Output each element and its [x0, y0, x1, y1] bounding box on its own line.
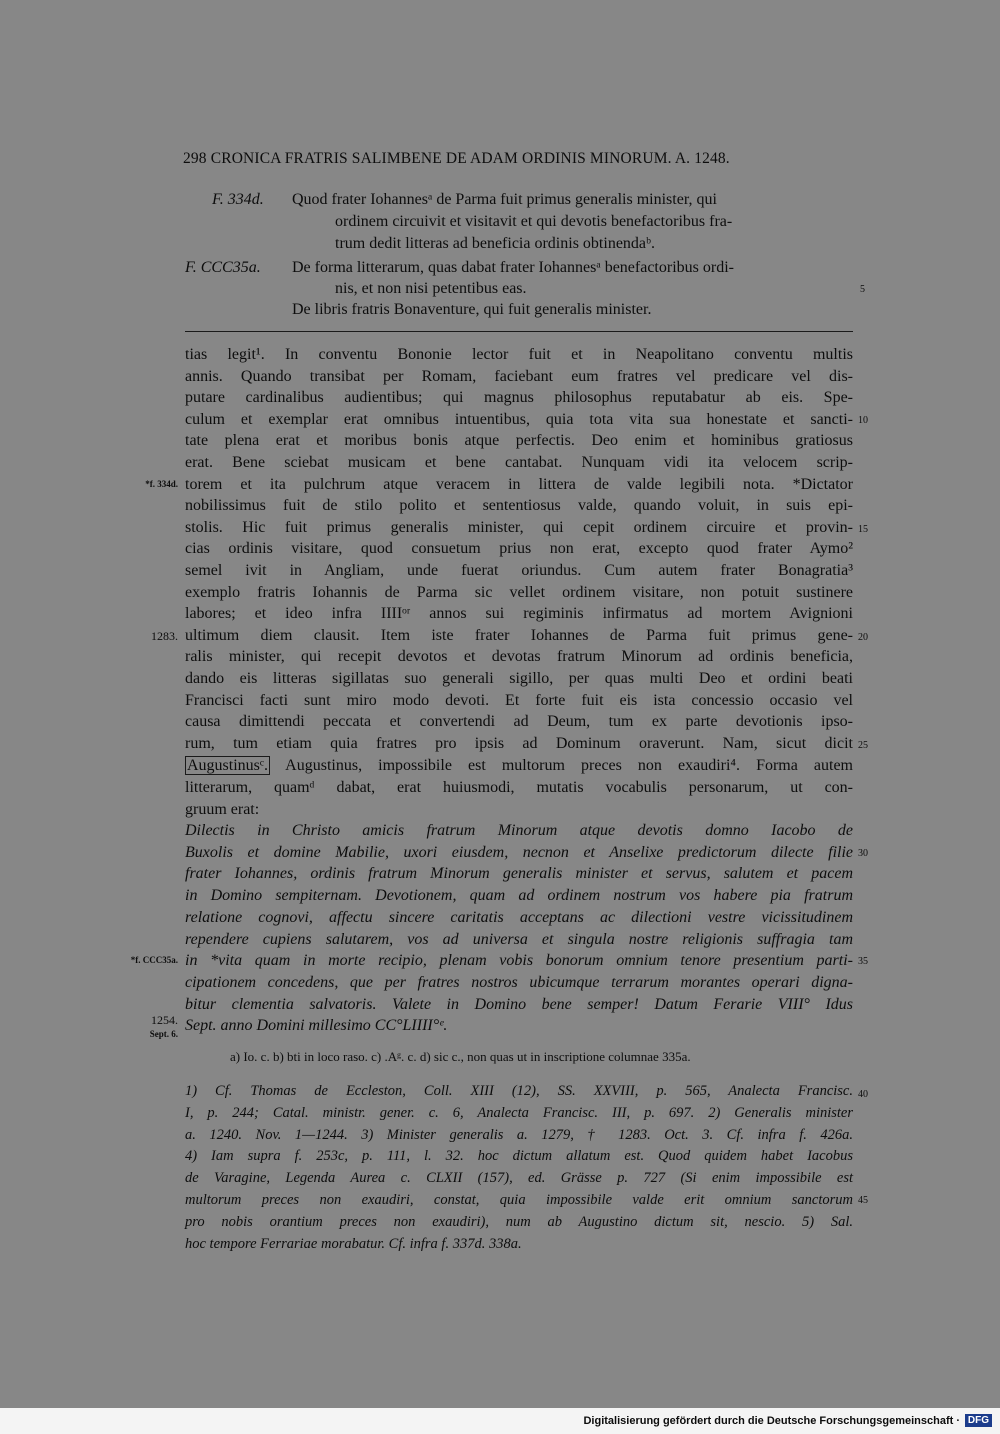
toc-line: De libris fratris Bonaventure, qui fuit generalis minister.	[292, 301, 652, 318]
letter-line: frater Iohannes, ordinis fratrum Minorum generalis minister et servus, salutem et pacem	[185, 865, 853, 883]
footnote-line: pro nobis orantium preces non exaudiri), num ab Augustino dictum sit, nescio. 5) Sal.	[185, 1213, 853, 1230]
footnote-line: hoc tempore Ferrariae morabatur. Cf. infra f. 337d. 338a.	[185, 1235, 522, 1252]
body-line: semel ivit in Angliam, unde fuerat oriundus. Cum autem frater Bonagratia³	[185, 562, 853, 579]
body-line: culum et exemplar erat omnibus intuentibus, quia tota vita sua honestate et sancti-	[185, 410, 853, 428]
body-line: tate plena erat et moribus bonis atque perfectis. Deo enim et hominibus gratiosus	[185, 432, 853, 450]
body-line: labores; et ideo infra IIIIᵒʳ annos sui regiminis infirmatus ad mortem Avignioni	[185, 605, 853, 623]
margin-note: *f. 334d.	[145, 479, 178, 489]
footnote-line: multorum preces non exaudiri, constat, quia impossibile valde erit omnium sanctorum	[185, 1192, 853, 1208]
body-line: ultimum diem clausit. Item iste frater Iohannes de Parma fuit primus gene-	[185, 626, 853, 644]
toc-ref: F. CCC35a.	[185, 259, 261, 276]
footer-bar	[0, 1408, 1000, 1434]
body-line: annis. Quando transibat per Romam, faciebant eum fratres vel predicare vel dis-	[185, 367, 853, 385]
line-number: 15	[858, 524, 868, 535]
body-line: dando eis litteras sigillatas suo generali sigillo, per quas multi Deo et ordini beati	[185, 670, 853, 687]
letter-line: Sept. anno Domini millesimo CC°LIIII°ᵉ.	[185, 1017, 448, 1035]
body-line: causa dimittendi peccata et convertendi ad Deum, tum ex parte devotionis ipso-	[185, 713, 853, 731]
footnote-line: 1) Cf. Thomas de Eccleston, Coll. XIII (12), SS. XXVIII, p. 565, Analecta Francisc.	[185, 1083, 853, 1099]
toc-line: De forma litterarum, quas dabat frater Iohannesᵃ benefactoribus ordi-	[292, 259, 734, 276]
letter-line: in Domino sempiternam. Devotionem, quam ad ordinem nostrum vos habere pia fratrum	[185, 887, 853, 905]
line-number: 35	[858, 956, 868, 967]
toc-line: nis, et non nisi petentibus eas.	[335, 280, 527, 297]
body-line: putare cardinalibus audientibus; qui magnus philosophus reputabatur ab eis. Spe-	[185, 389, 853, 407]
separator-rule	[185, 331, 853, 332]
toc-line: Quod frater Iohannesᵃ de Parma fuit primus generalis minister, qui	[292, 191, 717, 208]
augustinus-box: Augustinusᶜ.	[187, 757, 268, 774]
body-line: rum, tum etiam quia fratres pro ipsis ad Dominum oraverunt. Nam, sicut dicit	[185, 734, 853, 752]
dfg-logo: DFG	[965, 1414, 992, 1427]
body-line: erat. Bene sciebat musicam et bene cantabat. Nunquam vidi ita velocem scrip-	[185, 454, 853, 471]
line-number: 5	[860, 284, 865, 295]
line-number: 25	[858, 740, 868, 751]
page-header: 298 CRONICA FRATRIS SALIMBENE DE ADAM ORDINIS MINORUM. A. 1248.	[183, 150, 730, 167]
body-line: ralis minister, qui recepit devotos et devotas fratrum Minorum ad ordinis beneficia,	[185, 648, 853, 666]
toc-ref: F. 334d.	[212, 191, 264, 208]
line-number: 20	[858, 632, 868, 643]
footnote-line: a. 1240. Nov. 1—1244. 3) Minister generalis a. 1279, † 1283. Oct. 3. Cf. infra f. 426a.	[185, 1126, 853, 1143]
margin-note: 1283.	[151, 629, 178, 643]
line-number: 30	[858, 848, 868, 859]
letter-line: Buxolis et domine Mabilie, uxori eiusdem, necnon et Anselixe predictorum dilecte filie	[185, 843, 853, 861]
line-number: 10	[858, 415, 868, 426]
body-line: gruum erat:	[185, 800, 260, 818]
letter-line: bitur clementia salvatoris. Valete in Domino bene semper! Datum Ferarie VIII° Idus	[185, 995, 853, 1013]
toc-line: ordinem circuivit et visitavit et qui devotis benefactoribus fra-	[335, 213, 733, 230]
apparatus: a) Io. c. b) bti in loco raso. c) .Aᵍ. c. d) sic c., non quas ut in inscriptione columnae 335a.	[230, 1049, 691, 1064]
margin-note: *f. CCC35a.	[130, 955, 178, 965]
letter-line: Dilectis in Christo amicis fratrum Minorum atque devotis domno Iacobo de	[185, 822, 853, 839]
body-line: stolis. Hic fuit primus generalis minister, qui cepit ordinem circuire et provin-	[185, 518, 853, 536]
letter-line: cipationem concedens, que per fratres nostros ubicumque terrarum morantes operari digna-	[185, 973, 853, 991]
body-line: exemplo fratris Iohannis de Parma sic vellet ordinem visitare, non potuit sustinere	[185, 583, 853, 601]
letter-line: in *vita quam in morte recipio, plenam vobis bonorum omnium tenore presentium parti-	[185, 952, 853, 970]
letter-line: relatione cognovi, affectu sincere caritatis acceptans ac dilectioni vestre vicissitudinem	[185, 908, 853, 926]
augustinus-rest: Augustinus, impossibile est multorum preces non exaudiri⁴. Forma autem	[270, 757, 853, 774]
line-number: 40	[858, 1089, 868, 1100]
footnote-line: I, p. 244; Catal. ministr. gener. c. 6, Analecta Francisc. III, p. 697. 2) Generalis minister	[185, 1104, 853, 1121]
toc-line: trum dedit litteras ad beneficia ordinis obtinendaᵇ.	[335, 235, 655, 252]
body-line: litterarum, quamᵈ dabat, erat huiusmodi, mutatis vocabulis personarum, ut con-	[185, 779, 853, 796]
body-line: nobilissimus fuit de stilo polito et sententiosus valde, quando voluit, in suis epi-	[185, 497, 853, 515]
margin-note: Sept. 6.	[149, 1029, 178, 1039]
letter-line: rependere cupiens salutarem, vos ad universa et singula nostre religionis suffragia tam	[185, 930, 853, 948]
footer-text: Digitalisierung gefördert durch die Deutsche Forschungsgemeinschaft ·	[583, 1415, 960, 1427]
body-line: torem et ita pulchrum atque veracem in littera de valde legibili nota. *Dictator	[185, 475, 853, 493]
augustinus-line	[185, 755, 853, 777]
footnote-line: de Varagine, Legenda Aurea c. CLXII (157), ed. Grässe p. 727 (Si enim impossibile est	[185, 1170, 853, 1187]
footnote-line: 4) Iam supra f. 253c, p. 111, l. 32. hoc dictum allatum est. Quod quidem habet Iacobus	[185, 1148, 853, 1165]
body-line: Francisci facti sunt miro modo devoti. Et forte fuit eis ista concessio occasio vel	[185, 691, 853, 709]
body-line: cias ordinis visitare, quod consuetum prius non erat, excepto quod frater Aymo²	[185, 540, 853, 558]
body-line: tias legit¹. In conventu Bononie lector fuit et in Neapolitano conventu multis	[185, 346, 853, 363]
margin-note: 1254.	[151, 1013, 178, 1027]
line-number: 45	[858, 1195, 868, 1206]
